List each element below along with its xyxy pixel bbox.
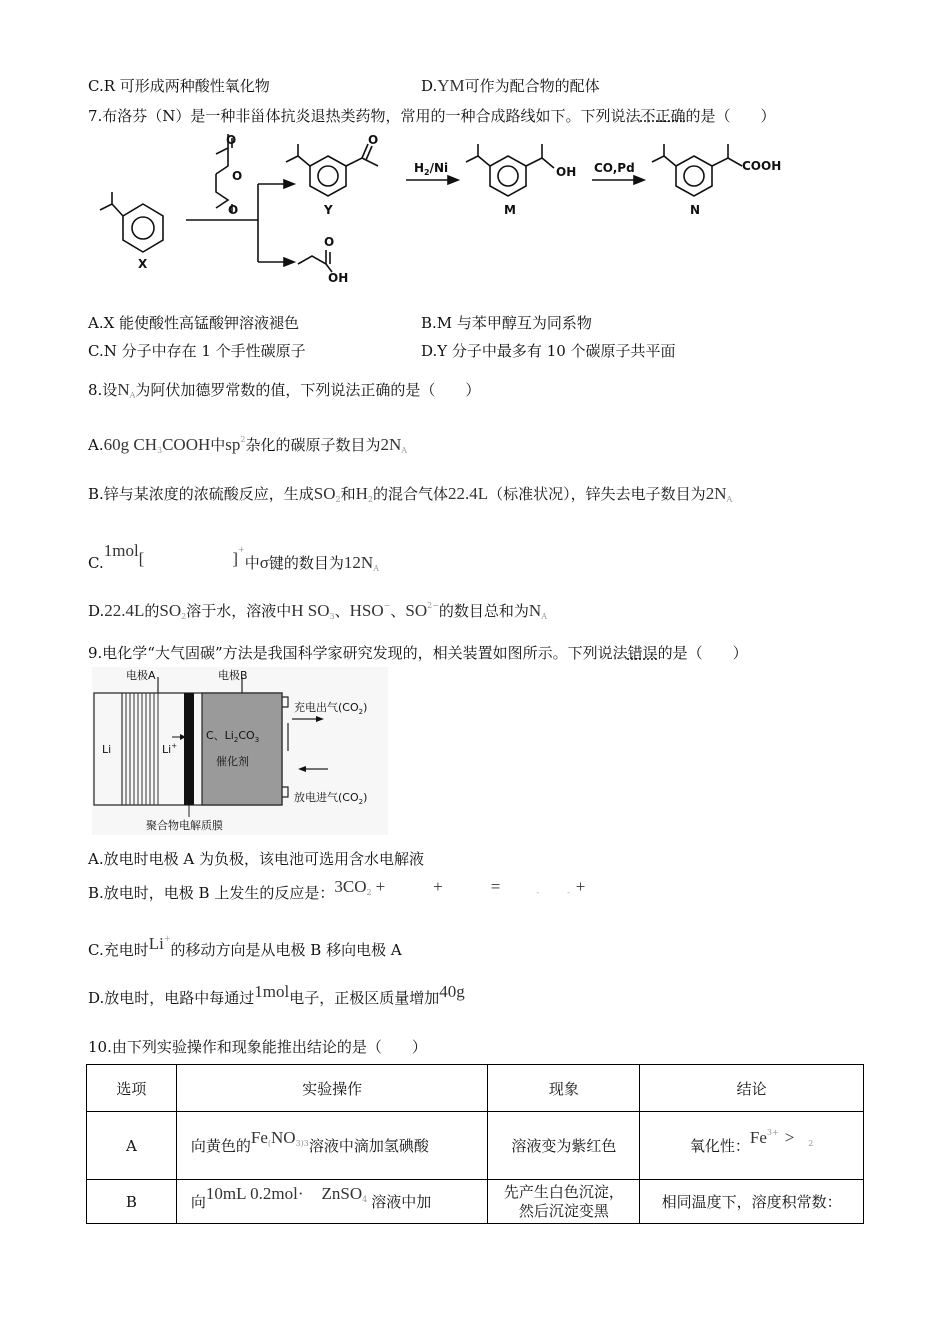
q9-b-plus3: +: [575, 877, 586, 896]
q9-c-end: 的移动方向是从电极 B 移向电极 A: [170, 941, 402, 959]
q8-c-mid: 中: [244, 554, 260, 572]
q8-a-prefix: A.: [88, 436, 104, 454]
q9-stem: [88, 643, 748, 663]
q8-a-mid: 中: [210, 436, 226, 454]
q8-stem-end: 为阿伏加德罗常数的值，下列说法正确的是（ ）: [135, 381, 481, 399]
row-a-option: A: [87, 1112, 177, 1180]
row-b-operation: 向10mL 0.2mol· ZnSO$^4$ 溶液中加: [176, 1180, 488, 1224]
q8-option-a: A.60g $CH_3COOH$中$sp^2$杂化的碳原子数目为$2N_A$: [88, 435, 408, 455]
acid-oh: OH: [328, 271, 349, 285]
q8-a-sp: sp: [225, 435, 241, 454]
q9-c-text: C.充电时: [88, 941, 149, 959]
q7-option-a: A.X 能使酸性高锰酸钾溶液褪色: [88, 314, 300, 332]
q8-d-vol: 22.4L: [104, 601, 145, 620]
label-n: N: [690, 203, 701, 217]
q9-d-text: D.放电时，电路中每通过: [88, 989, 255, 1007]
label-electrode-b: 电极B: [218, 669, 248, 682]
anhydride-o3: O: [228, 203, 239, 217]
reagent-co-pd: CO,Pd: [594, 161, 635, 175]
label-chamber-content: C、$Li_2CO_3$: [206, 729, 260, 744]
label-charge-out: 充电出气$(CO_2)$: [294, 701, 368, 716]
header-phenomenon: 现象: [488, 1065, 640, 1112]
n-acid-chain: [712, 158, 742, 166]
label-x: X: [138, 257, 148, 271]
m-alcohol-chain: [526, 158, 554, 168]
n-benzene-ring: [676, 156, 712, 196]
q8-d-of: 的: [144, 602, 160, 620]
table-row-a: [87, 1112, 864, 1180]
q8-stem: 8.设$N_A$为阿伏加德罗常数的值，下列说法正确的是（ ）: [88, 380, 481, 400]
acid-o: O: [324, 235, 335, 249]
q8-b-end: （标准状况），锌失去电子数目为: [488, 485, 706, 503]
q8-a-end: 杂化的碳原子数目为: [245, 436, 381, 454]
label-m: M: [504, 203, 516, 217]
y-ketone-chain: [346, 158, 378, 166]
header-operation: 实验操作: [176, 1065, 488, 1112]
m-benzene-ring: [490, 156, 526, 196]
label-li-metal: Li: [102, 743, 112, 756]
q8-c-mol: 1mol: [103, 541, 139, 560]
electrolyte-membrane: [184, 693, 194, 805]
q9-battery-diagram: [92, 667, 388, 835]
q7-stem-emphasis: 不正确: [640, 107, 686, 125]
q6-option-d: [421, 76, 600, 96]
q9-stem-text: 9.电化学“大气固碳”方法是我国科学家研究发现的，相关装置如图所示。下列说法: [88, 644, 628, 662]
row-a-conclusion: 氧化性：$Fe^{3+} > ^2$: [640, 1112, 864, 1180]
label-y: Y: [324, 203, 333, 217]
q8-d-sep1: 、: [334, 602, 350, 620]
q8-b-val: 2N: [705, 484, 727, 503]
q8-b-and: 和: [340, 485, 356, 503]
q8-stem-na: N: [117, 380, 130, 399]
electrode-b-chamber: [202, 693, 282, 805]
anhydride-o1: O: [226, 133, 237, 147]
anhydride-o-bridge: [216, 148, 228, 174]
q9-b-plus2: +: [433, 877, 443, 896]
ketone-o: O: [368, 133, 379, 147]
q7-option-b: B.M 与苯甲醇互为同系物: [421, 314, 592, 332]
q8-b-mid: 的混合气体: [373, 485, 449, 503]
q9-b-eq: =: [490, 877, 501, 896]
q7-synthesis-scheme: [88, 132, 800, 288]
q8-a-formula2: COOH: [162, 435, 211, 454]
q9-option-b: B.放电时，电极 B 上发生的反应是：$3CO^2$ + + = - - +: [88, 877, 586, 902]
label-discharge-in: 放电进气$(CO_2)$: [294, 791, 368, 806]
y-benzene-ring: [310, 156, 346, 196]
q9-option-a: A.放电时电极 A 为负极，该电池可选用含水电解液: [88, 850, 424, 868]
q9-d-mid: 电子，正极区质量增加: [289, 989, 440, 1007]
x-benzene-inner: [132, 217, 154, 239]
label-membrane: 聚合物电解质膜: [146, 819, 223, 832]
q8-b-vol: 22.4L: [448, 484, 489, 503]
q8-b-so2: SO: [313, 484, 336, 503]
row-b-conclusion: 相同温度下，溶度积常数：: [640, 1180, 864, 1224]
q8-c-bracket: [ ]: [138, 549, 239, 568]
q8-d-hso3: HSO: [349, 601, 384, 620]
q8-d-so3: SO: [405, 601, 428, 620]
q6-option-d-formula: YM: [437, 76, 465, 95]
q8-a-formula: 60g CH: [103, 435, 157, 454]
q8-c-end: 键的数目为: [268, 554, 344, 572]
q8-c-sigma: σ: [259, 553, 269, 572]
q7-stem-end: 的是（ ）: [685, 107, 776, 125]
q8-c-prefix: C.: [88, 554, 104, 572]
row-b-phenomenon: 先产生白色沉淀， 然后沉淀变黑: [488, 1180, 640, 1224]
header-conclusion: 结论: [640, 1065, 864, 1112]
table-row-b: [87, 1180, 864, 1224]
q9-b-co2: 3CO: [334, 877, 367, 896]
branch-down-arrowhead: [284, 258, 294, 266]
label-electrode-a: 电极A: [126, 669, 156, 682]
anhydride-bottom: [216, 174, 228, 208]
q9-d-mol: 1mol: [254, 982, 290, 1001]
q8-b-text: B.锌与某浓度的浓硫酸反应，生成: [88, 485, 314, 503]
q9-d-mass: 40g: [439, 982, 465, 1001]
table-header-row: [87, 1065, 864, 1112]
q8-c-val: 12N: [343, 553, 374, 572]
q8-d-end: 的数目总和为: [438, 602, 529, 620]
q8-a-val: 2N: [380, 435, 402, 454]
label-li-ion: Li+: [162, 742, 178, 756]
q6-option-d-suffix: 可作为配合物的配体: [464, 77, 600, 95]
x-benzene-ring: [123, 204, 163, 252]
q10-stem: 10.由下列实验操作和现象能推出结论的是（ ）: [88, 1038, 427, 1056]
q9-c-li: Li: [148, 934, 164, 953]
row-a-operation: 向黄色的$Fe^(NO^{3)3}$溶液中滴加氢碘酸: [176, 1112, 488, 1180]
q8-stem-text: 8.设: [88, 381, 118, 399]
q6-option-c: C.R 可形成两种酸性氧化物: [88, 77, 270, 95]
label-catalyst: 催化剂: [216, 755, 249, 768]
q7-stem: [88, 106, 775, 126]
reagent-h2-ni: $H_2/Ni$: [414, 161, 449, 177]
q9-stem-emphasis: 错误: [627, 644, 658, 662]
q8-d-prefix: D.: [88, 602, 105, 620]
q9-b-text: B.放电时，电极 B 上发生的反应是：: [88, 884, 335, 902]
q7-stem-text: 7.布洛芬（N）是一种非甾体抗炎退热类药物，常用的一种合成路线如下。下列说法: [88, 107, 641, 125]
row-a-phenomenon: 溶液变为紫红色: [488, 1112, 640, 1180]
q8-b-h2: H: [355, 484, 368, 503]
branch-up-arrowhead: [284, 180, 294, 188]
x-isobutyl-chain: [100, 204, 123, 216]
q8-option-b: B.锌与某浓度的浓硫酸反应，生成$SO_2$和$H_2$的混合气体22.4L（标准状况），锌失去电子数目为$2N_A$: [88, 484, 733, 504]
q9-option-d: [88, 982, 465, 1008]
q8-option-c: C.1mol[ ]+中σ键的数目为$12N_A$: [88, 541, 379, 573]
q7-option-d: D.Y 分子中最多有 10 个碳原子共平面: [421, 342, 676, 360]
q8-d-sep2: 、: [390, 602, 406, 620]
q6-option-d-prefix: D.: [421, 77, 438, 95]
q7-option-c: C.N 分子中存在 1 个手性碳原子: [88, 342, 306, 360]
q8-d-mid: 溶于水，溶液中: [186, 602, 292, 620]
q8-d-val: N: [528, 601, 542, 620]
m-oh-group: OH: [556, 165, 577, 179]
q8-d-so2: SO: [159, 601, 182, 620]
q8-option-d: D.22.4L的$SO_2$溶于水，溶液中H $SO_3$、HSO−、$SO^{2-}$的数目总和为$N_A$: [88, 601, 547, 621]
header-option: 选项: [87, 1065, 177, 1112]
n-cooh-group: COOH: [742, 159, 782, 173]
q9-stem-end: 的是（ ）: [657, 644, 748, 662]
anhydride-o2: O: [232, 169, 243, 183]
acetic-acid-chain: [298, 250, 326, 264]
row-b-option: B: [87, 1180, 177, 1224]
q10-experiment-table: [86, 1064, 864, 1224]
q9-option-c: C.充电时Li+的移动方向是从电极 B 移向电极 A: [88, 934, 402, 959]
q9-b-plus1: +: [375, 877, 386, 896]
q8-d-h2so3: H SO: [291, 601, 330, 620]
